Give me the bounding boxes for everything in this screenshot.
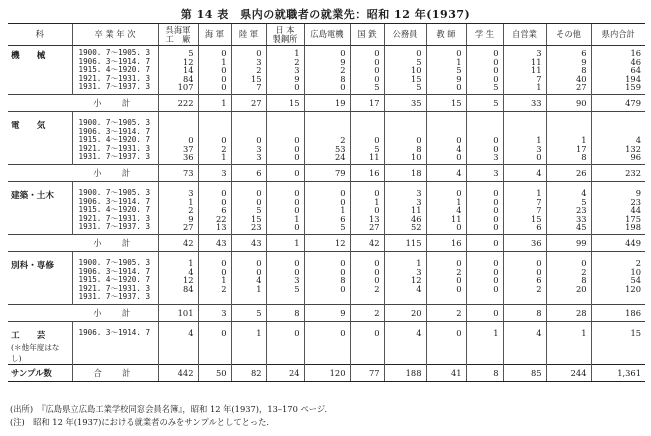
column-header: 海 軍 xyxy=(198,24,231,46)
subtotal-value: 4 xyxy=(503,164,546,181)
table-row xyxy=(8,186,645,234)
subtotal-value: 232 xyxy=(591,164,645,181)
subtotal-value: 42 xyxy=(158,234,198,251)
subtotal-value: 79 xyxy=(304,164,350,181)
value-cell: 1 3 0 xyxy=(503,116,546,164)
source-note: (出所) 『広島県立広島工業学校同窓会員名簿』，昭和 12 年(1937)，13–170 ページ． xyxy=(10,404,333,414)
value-cell: 0 0 1 6 5 xyxy=(304,186,350,234)
subtotal-value: 36 xyxy=(503,234,546,251)
value-cell: 4 5 23 33 45 xyxy=(546,186,591,234)
period-cell: 1900. 7～1905. 3 1906. 3～1914. 7 1915. 4～1920. 7 1921. 7～1931. 3 1931. 7～1937. 3 xyxy=(78,257,151,302)
subtotal-value: 2 xyxy=(426,304,466,321)
subtotal-value: 5 xyxy=(231,304,266,321)
value-cell: 0 xyxy=(304,326,350,365)
table-row xyxy=(8,256,645,304)
footnote: (注) 昭和 12 年(1937)における就業者のみをサンプルとしてとった． xyxy=(10,417,275,427)
value-cell: 1 xyxy=(231,326,266,365)
subtotal-value: 222 xyxy=(158,94,198,111)
value-cell: 0 0 0 0 xyxy=(466,256,503,304)
subtotal-row xyxy=(8,164,645,181)
value-cell: 0 3 2 15 7 xyxy=(231,46,266,95)
total-value: 24 xyxy=(266,364,304,381)
table-row xyxy=(8,46,645,95)
value-cell: 0 xyxy=(266,326,304,365)
category-name: 電 気 xyxy=(11,120,46,131)
category-cell xyxy=(8,256,72,304)
value-cell: 1 xyxy=(466,326,503,365)
subtotal-value: 28 xyxy=(546,304,591,321)
subtotal-value: 6 xyxy=(231,164,266,181)
value-cell: 0 xyxy=(350,326,384,365)
table-row xyxy=(8,116,645,164)
value-cell: 0 4 0 xyxy=(426,116,466,164)
value-cell: 4 xyxy=(158,326,198,365)
subtotal-value: 1 xyxy=(266,234,304,251)
total-value: 77 xyxy=(350,364,384,381)
table-row xyxy=(8,326,645,365)
category-cell xyxy=(8,46,72,95)
subtotal-value: 19 xyxy=(304,94,350,111)
subtotal-value: 18 xyxy=(384,164,426,181)
column-header: 呉海軍 工 廠 xyxy=(158,24,198,46)
value-cell: 0 0 3 5 xyxy=(266,256,304,304)
blank-cell xyxy=(8,164,72,181)
value-cell: 4 xyxy=(384,326,426,365)
subtotal-value: 0 xyxy=(266,164,304,181)
total-value: 82 xyxy=(231,364,266,381)
value-cell: 0 0 5 15 23 xyxy=(231,186,266,234)
column-header: 公務員 xyxy=(384,24,426,46)
period-cell: 1900. 7～1905. 3 1906. 3～1914. 7 1915. 4～1920. 7 1921. 7～1931. 3 1931. 7～1937. 3 xyxy=(78,117,151,162)
table-title: 第 14 表 県内の就職者の就業先：昭和 12 年(1937) xyxy=(180,8,471,21)
value-cell: 1 7 7 15 6 xyxy=(503,186,546,234)
value-cell: 1 xyxy=(546,326,591,365)
category-cell xyxy=(8,116,72,164)
value-cell: 1 4 12 84 xyxy=(158,256,198,304)
column-header: 卒 業 年 次 xyxy=(72,24,158,46)
subtotal-value: 43 xyxy=(231,234,266,251)
subtotal-value: 5 xyxy=(466,94,503,111)
subtotal-value: 15 xyxy=(266,94,304,111)
subtotal-value: 0 xyxy=(466,304,503,321)
column-header: 自営業 xyxy=(503,24,546,46)
blank-cell xyxy=(8,94,72,111)
value-cell: 0 0 0 0 5 xyxy=(350,46,384,95)
subtotal-value: 115 xyxy=(384,234,426,251)
value-cell: 0 2 1 xyxy=(198,116,231,164)
value-cell: 0 0 6 22 13 xyxy=(198,186,231,234)
value-cell: 3 1 2 9 27 xyxy=(158,186,198,234)
subtotal-value: 26 xyxy=(546,164,591,181)
value-cell: 0 1 4 11 0 xyxy=(426,186,466,234)
notes xyxy=(10,403,333,429)
subtotal-value: 20 xyxy=(384,304,426,321)
subtotal-value: 33 xyxy=(503,94,546,111)
total-value: 120 xyxy=(304,364,350,381)
subtotal-value: 73 xyxy=(158,164,198,181)
subtotal-value: 16 xyxy=(350,164,384,181)
value-cell: 0 0 1 2 xyxy=(198,256,231,304)
category-note: (＊他年度はなし) xyxy=(11,342,60,363)
subtotal-value: 0 xyxy=(466,234,503,251)
subtotal-value: 449 xyxy=(591,234,645,251)
category-name: 工 芸 xyxy=(11,330,46,341)
value-cell: 0 0 3 xyxy=(466,116,503,164)
subtotal-label: 小 計 xyxy=(72,164,158,181)
total-value: 188 xyxy=(384,364,426,381)
value-cell: 0 0 0 0 5 xyxy=(466,46,503,95)
value-cell: 16 46 64 194 159 xyxy=(591,46,645,95)
subtotal-value: 479 xyxy=(591,94,645,111)
value-cell: 0 0 0 1 0 xyxy=(266,186,304,234)
value-cell: 0 xyxy=(426,326,466,365)
value-cell: 0 3 3 xyxy=(231,116,266,164)
value-cell: 4 132 96 xyxy=(591,116,645,164)
value-cell: 0 0 0 2 xyxy=(350,256,384,304)
table-body xyxy=(8,46,645,382)
subtotal-label: 小 計 xyxy=(72,94,158,111)
subtotal-row xyxy=(8,304,645,321)
value-cell: 0 9 2 8 0 xyxy=(304,46,350,95)
blank-cell xyxy=(8,234,72,251)
subtotal-value: 35 xyxy=(384,94,426,111)
subtotal-value: 3 xyxy=(466,164,503,181)
total-value: 244 xyxy=(546,364,591,381)
value-cell: 0 0 6 2 xyxy=(503,256,546,304)
employment-table xyxy=(8,23,645,382)
total-label: 合 計 xyxy=(72,364,158,381)
total-value: 50 xyxy=(198,364,231,381)
category-cell xyxy=(8,186,72,234)
value-cell: 5 12 14 84 107 xyxy=(158,46,198,95)
value-cell: 0 5 10 15 5 xyxy=(384,46,426,95)
value-cell: 1 3 12 4 xyxy=(384,256,426,304)
subtotal-value: 8 xyxy=(503,304,546,321)
value-cell: 0 1 5 9 0 xyxy=(426,46,466,95)
column-header: 科 xyxy=(8,24,72,46)
value-cell: 1 17 8 xyxy=(546,116,591,164)
subtotal-value: 17 xyxy=(350,94,384,111)
subtotal-value: 9 xyxy=(304,304,350,321)
subtotal-label: 小 計 xyxy=(72,234,158,251)
value-cell: 0 2 0 0 xyxy=(426,256,466,304)
subtotal-value: 4 xyxy=(426,164,466,181)
value-cell: 4 xyxy=(503,326,546,365)
value-cell: 6 9 8 40 27 xyxy=(546,46,591,95)
column-header: 学 生 xyxy=(466,24,503,46)
value-cell: 3 3 11 46 52 xyxy=(384,186,426,234)
period-cell: 1906. 3～1914. 7 xyxy=(78,327,151,337)
blank-cell xyxy=(8,304,72,321)
subtotal-value: 186 xyxy=(591,304,645,321)
subtotal-row xyxy=(8,234,645,251)
subtotal-value: 101 xyxy=(158,304,198,321)
column-header: 日 本 製鋼所 xyxy=(266,24,304,46)
period-cell: 1900. 7～1905. 3 1906. 3～1914. 7 1915. 4～1920. 7 1921. 7～1931. 3 1931. 7～1937. 3 xyxy=(78,187,151,232)
value-cell: 15 xyxy=(591,326,645,365)
value-cell: 0 xyxy=(198,326,231,365)
subtotal-label: 小 計 xyxy=(72,304,158,321)
value-cell: 2 10 54 120 xyxy=(591,256,645,304)
category-name: 機 械 xyxy=(11,51,46,61)
subtotal-row xyxy=(8,94,645,111)
column-header: 国 鉄 xyxy=(350,24,384,46)
column-header: 広島電機 xyxy=(304,24,350,46)
subtotal-value: 16 xyxy=(426,234,466,251)
subtotal-value: 8 xyxy=(266,304,304,321)
total-value: 41 xyxy=(426,364,466,381)
value-cell: 0 0 0 0 0 xyxy=(466,186,503,234)
value-cell: 0 2 8 20 xyxy=(546,256,591,304)
total-value: 85 xyxy=(503,364,546,381)
subtotal-value: 42 xyxy=(350,234,384,251)
subtotal-value: 1 xyxy=(198,94,231,111)
subtotal-value: 3 xyxy=(198,164,231,181)
value-cell: 0 0 4 1 xyxy=(231,256,266,304)
value-cell: 0 5 11 xyxy=(350,116,384,164)
column-header: 県内合計 xyxy=(591,24,645,46)
total-value: 442 xyxy=(158,364,198,381)
subtotal-value: 90 xyxy=(546,94,591,111)
category-cell xyxy=(8,326,72,365)
value-cell: 0 0 0 xyxy=(266,116,304,164)
sample-label: サンプル数 xyxy=(8,364,72,381)
value-cell: 2 53 24 xyxy=(304,116,350,164)
subtotal-value: 3 xyxy=(198,304,231,321)
subtotal-value: 12 xyxy=(304,234,350,251)
value-cell: 0 1 0 13 27 xyxy=(350,186,384,234)
category-name: 建築・土木 xyxy=(11,190,54,201)
subtotal-value: 15 xyxy=(426,94,466,111)
subtotal-value: 2 xyxy=(350,304,384,321)
value-cell: 0 37 36 xyxy=(158,116,198,164)
value-cell: 1 2 3 9 0 xyxy=(266,46,304,95)
column-header: その他 xyxy=(546,24,591,46)
value-cell: 0 0 8 0 xyxy=(304,256,350,304)
subtotal-value: 27 xyxy=(231,94,266,111)
value-cell: 3 11 11 7 1 xyxy=(503,46,546,95)
value-cell: 9 23 44 175 198 xyxy=(591,186,645,234)
value-cell: 0 1 0 0 0 xyxy=(198,46,231,95)
total-value: 8 xyxy=(466,364,503,381)
value-cell: 0 8 10 xyxy=(384,116,426,164)
period-cell: 1900. 7～1905. 3 1906. 3～1914. 7 1915. 4～1920. 7 1921. 7～1931. 3 1931. 7～1937. 3 xyxy=(78,48,151,92)
total-value: 1,361 xyxy=(591,364,645,381)
subtotal-value: 43 xyxy=(198,234,231,251)
header-row xyxy=(8,24,645,46)
category-name: 別科・専修 xyxy=(11,260,54,271)
column-header: 陸 軍 xyxy=(231,24,266,46)
column-header: 教 師 xyxy=(426,24,466,46)
subtotal-value: 99 xyxy=(546,234,591,251)
total-row xyxy=(8,364,645,381)
